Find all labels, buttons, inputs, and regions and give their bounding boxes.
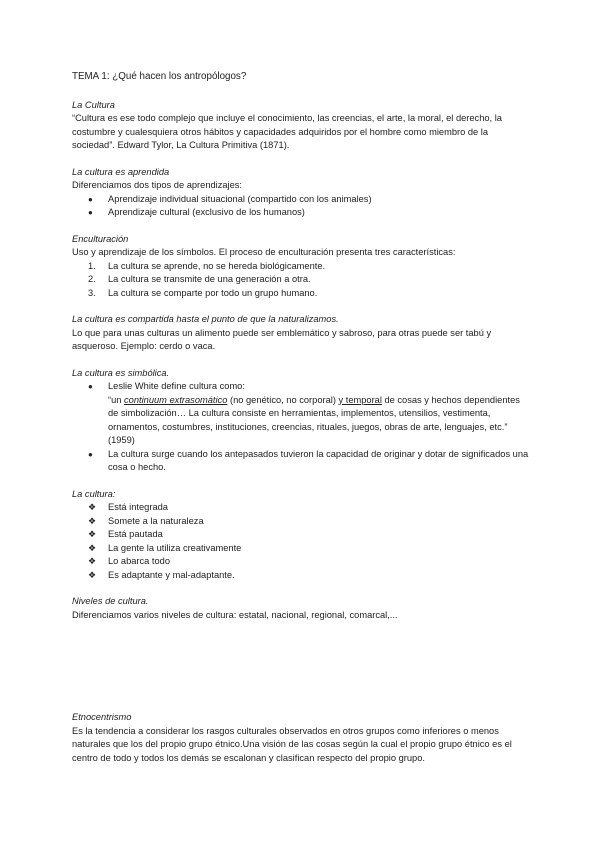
list-item: 2. La cultura se transmite de una generación a otra. <box>72 273 532 287</box>
diamond-bullet-icon: ❖ <box>88 515 97 526</box>
section-heading: La cultura es aprendida <box>72 166 170 177</box>
diamond-bullet-icon: ❖ <box>88 529 97 539</box>
section-etnocentrismo <box>72 711 532 765</box>
underlined-term: y temporal <box>338 394 382 405</box>
tylor-quote: “Cultura es ese todo complejo que incluye el conocimiento, las creencias, el arte, la moral, el derecho, la costumbre y cualesquiera otros hábitos y capacidades adquiridos por el hombre como miembro de la sociedad”. Edward Tylor, La Cultura Primitiva (1871). <box>72 113 502 150</box>
list-item: ● Aprendizaje individual situacional (compartido con los animales) <box>72 193 532 207</box>
list-item: 1. La cultura se aprende, no se hereda biológicamente. <box>72 260 532 274</box>
list-number: 3. <box>88 287 96 298</box>
section-heading: Etnocentrismo <box>72 712 132 722</box>
bullet-icon: ● <box>88 382 93 391</box>
underlined-term: continuum extrasomático <box>124 394 228 405</box>
section-body: Lo que para unas culturas un alimento puede ser emblemático y sabroso, para otras puede ser tabú y asqueroso. Ejemplo: cerdo o vaca. <box>72 327 492 351</box>
section-heading: La Cultura <box>72 99 115 110</box>
section-heading: La cultura es simbólica. <box>72 367 170 378</box>
bullet-icon: ● <box>88 194 93 204</box>
list-item: ● Leslie White define cultura como: “un continuum extrasomático (no genético, no corporal) y temporal de cosas y hechos dependientes de simbolización… La cultura consiste en herramientas, implementos, utensilios, vestimenta, ornamentos, costumbres, instituciones, creencias, rituales, juegos, obras de arte, lenguajes, etc.” (1959) <box>88 381 520 445</box>
list-item: ● La cultura surge cuando los antepasados tuvieron la capacidad de originar y dotar de significados una cosa o hecho. <box>88 448 529 472</box>
list-item: ❖ La gente la utiliza creativamente <box>72 542 532 556</box>
section-heading: Niveles de cultura. <box>72 596 149 606</box>
list-item: ❖ Lo abarca todo <box>72 555 532 569</box>
diamond-bullet-icon: ❖ <box>88 502 97 512</box>
diamond-bullet-icon: ❖ <box>88 556 97 566</box>
section-la-cultura-rasgos <box>72 488 532 583</box>
list-number: 1. <box>88 260 96 271</box>
section-heading: La cultura es compartida hasta el punto de que la naturalizamos. <box>72 314 339 324</box>
section-body: Diferenciamos varios niveles de cultura: estatal, nacional, regional, comarcal,... <box>72 609 398 620</box>
list-number: 2. <box>88 274 96 284</box>
section-cultura-compartida <box>72 313 532 354</box>
list-item: ❖ Somete a la naturaleza <box>72 515 532 529</box>
section-cultura-aprendida <box>72 166 532 220</box>
bullet-list <box>72 380 532 475</box>
bullet-icon: ● <box>88 449 93 459</box>
diamond-bullet-icon: ❖ <box>88 542 97 553</box>
section-cultura-simbolica <box>72 367 532 475</box>
section-intro: Diferenciamos dos tipos de aprendizajes: <box>72 180 243 190</box>
bullet-list <box>72 193 532 220</box>
section-enculturacion <box>72 233 532 301</box>
page-title: TEMA 1: ¿Qué hacen los antropólogos? <box>72 71 247 82</box>
bullet-icon: ● <box>88 208 93 217</box>
section-heading: Enculturación <box>72 233 129 244</box>
list-item: ● Aprendizaje cultural (exclusivo de los humanos) <box>72 206 532 220</box>
document-body <box>72 70 532 778</box>
section-niveles <box>72 595 532 622</box>
section-la-cultura <box>72 99 532 153</box>
numbered-list <box>72 260 532 301</box>
list-item: ❖ Está integrada <box>72 501 532 515</box>
section-intro: Uso y aprendizaje de los símbolos. El proceso de enculturación presenta tres características: <box>72 247 456 257</box>
section-heading: La cultura: <box>72 488 116 499</box>
list-item: ❖ Es adaptante y mal-adaptante. <box>72 569 532 583</box>
diamond-bullet-icon: ❖ <box>88 569 97 580</box>
blank-gap <box>72 635 532 711</box>
star-list <box>72 501 532 582</box>
section-body: Es la tendencia a considerar los rasgos culturales observados en otros grupos como inferiores o menos naturales que los del propio grupo étnico.Una visión de las cosas según la cual el propio grupo étnico es el centro de todo y todos los demás se escalonan y clasifican respecto del propio grupo. <box>72 725 512 763</box>
list-item: ❖ Está pautada <box>72 528 532 542</box>
list-item: 3. La cultura se comparte por todo un grupo humano. <box>72 287 532 301</box>
